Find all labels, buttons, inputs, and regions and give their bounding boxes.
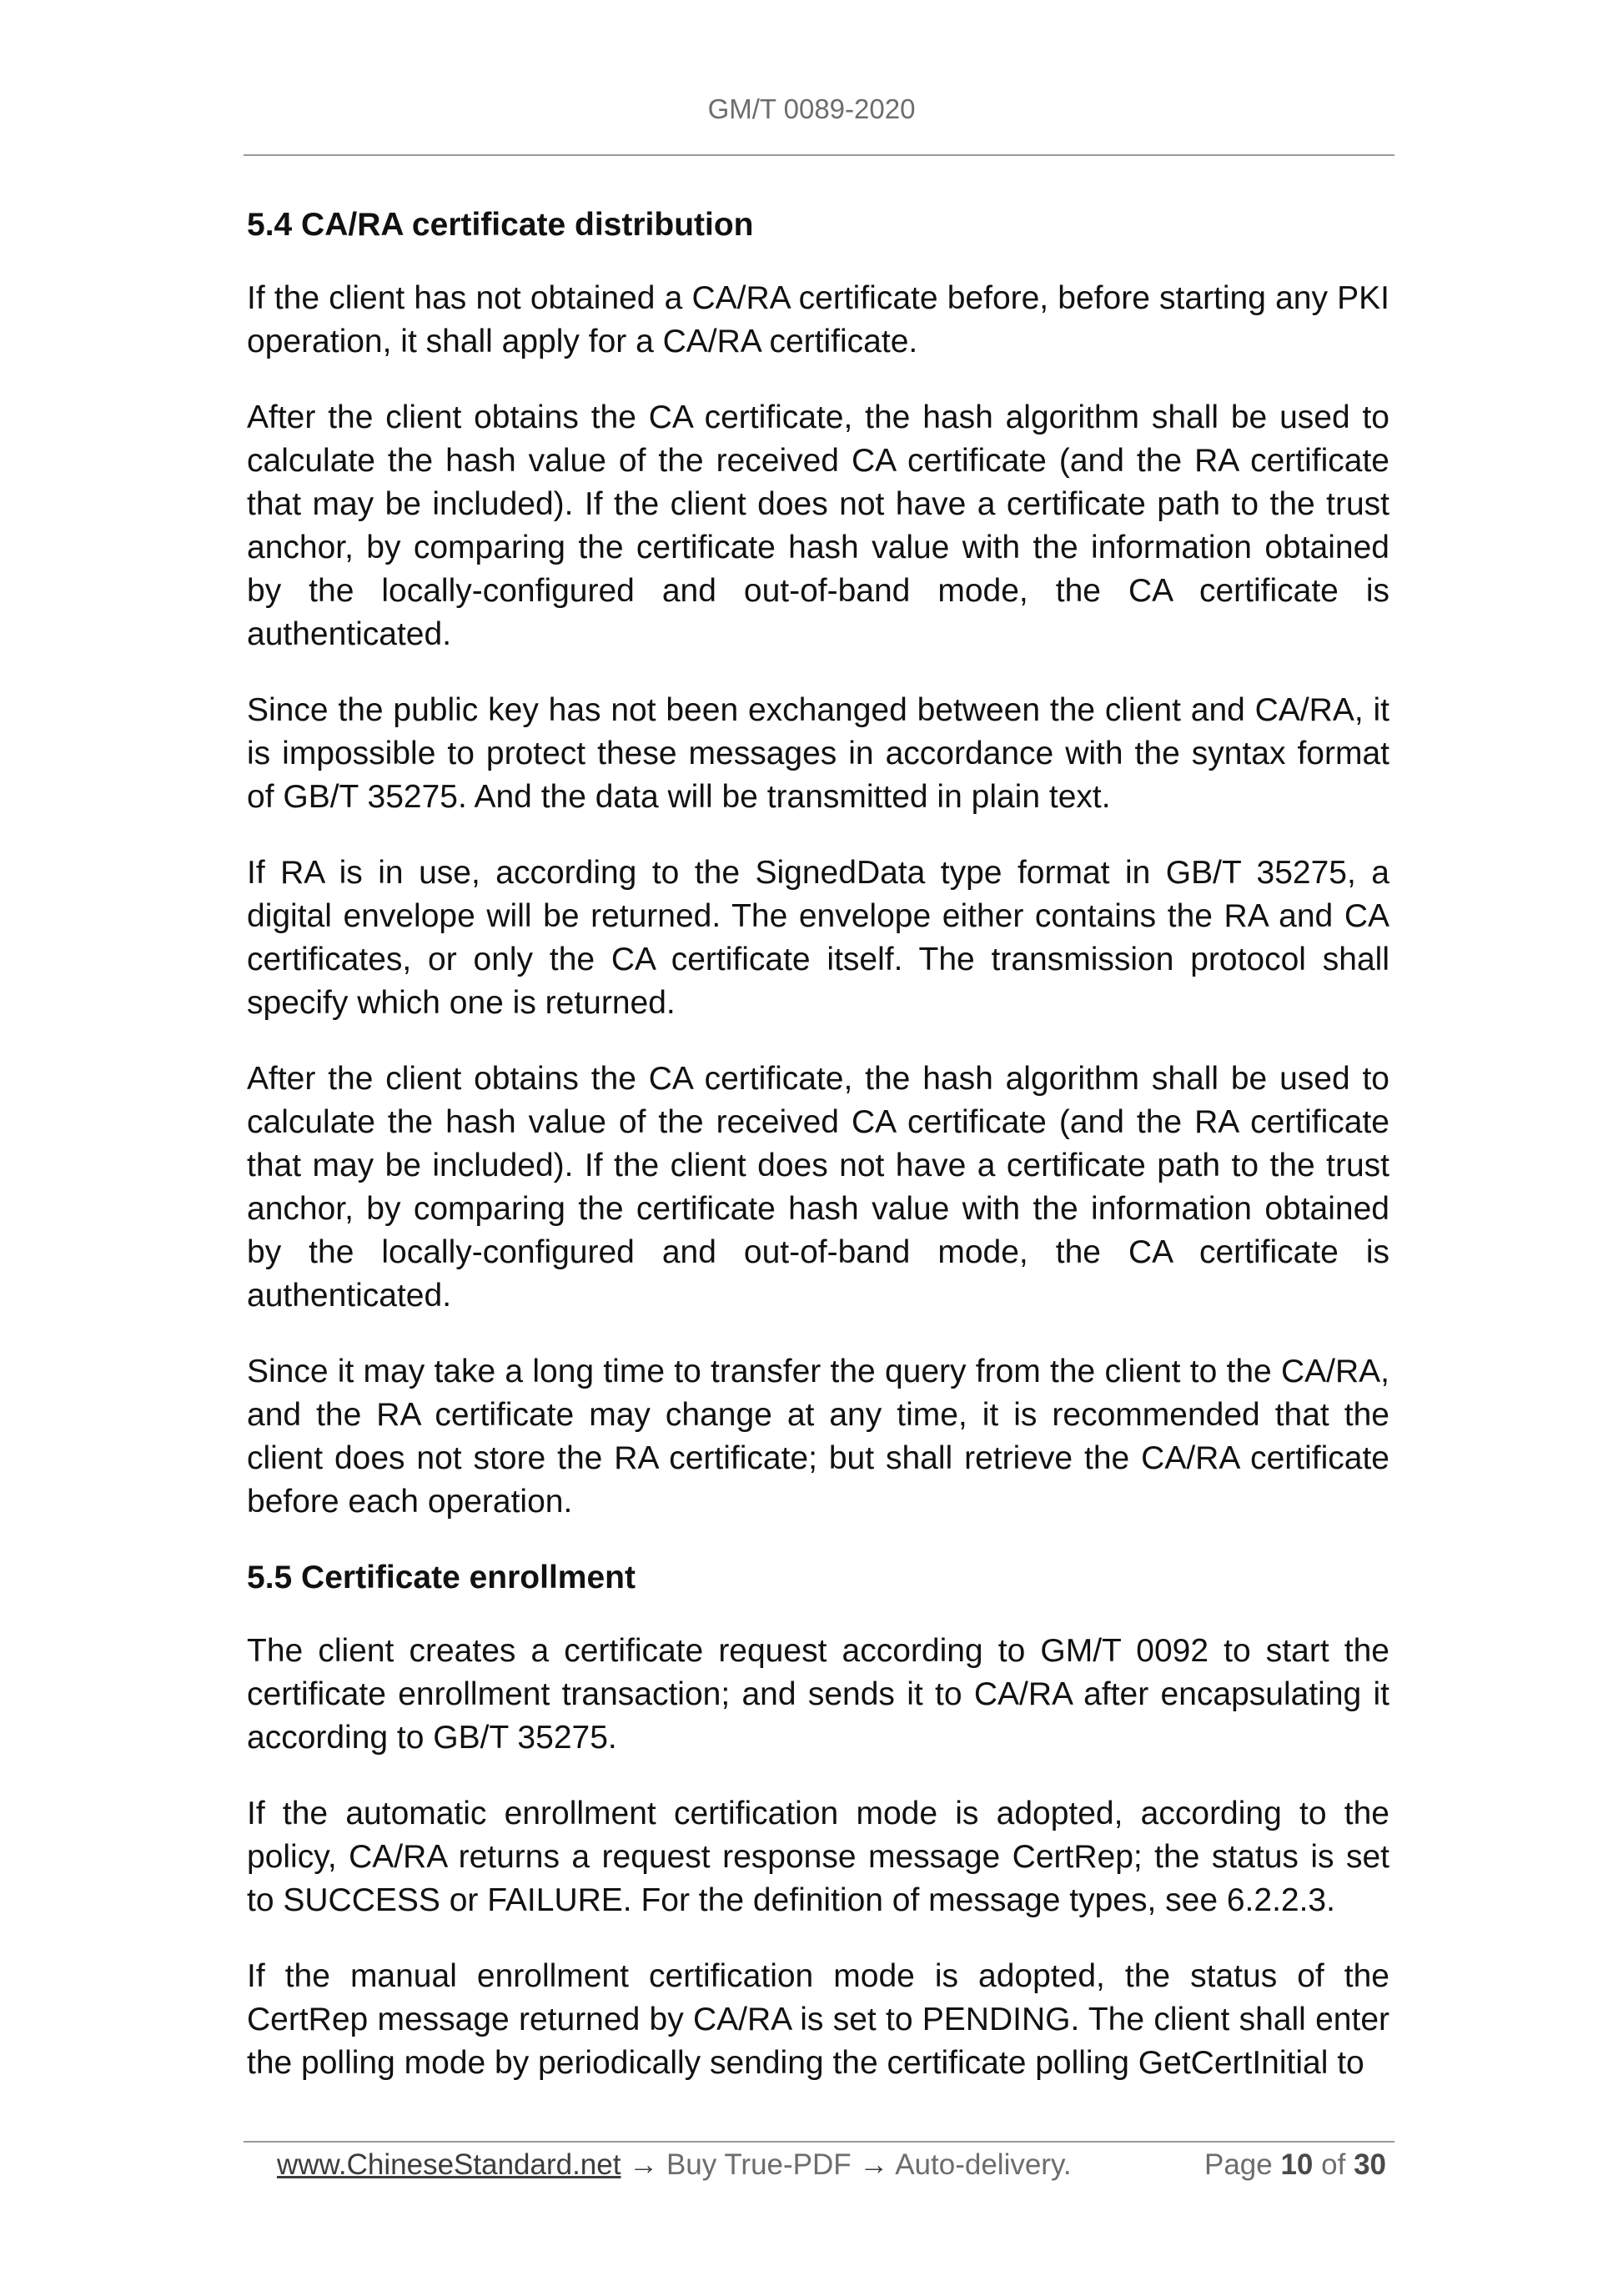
total-pages-number: 30 [1354,2148,1386,2181]
auto-delivery-text: Auto-delivery. [895,2148,1072,2181]
header-divider [244,154,1394,156]
chinesestandard-link[interactable]: www.ChineseStandard.net [277,2148,621,2181]
page-label: Page [1203,2148,1273,2181]
arrow-right-icon: → [859,2148,889,2181]
arrow-right-icon: → [629,2148,659,2181]
page-footer [277,2143,1386,2187]
paragraph: If the manual enrollment certification mode is adopted, the status of the CertRep message returned by CA/RA is set to PENDING. The client shall enter the polling mode by periodically sending the certificate polling GetCertInitial to [247,1958,1389,2081]
paragraph: If the client has not obtained a CA/RA certificate before, before starting any PKI operation, it shall apply for a CA/RA certificate. [247,280,1389,359]
paragraph: Since it may take a long time to transfer the query from the client to the CA/RA, and the RA certificate may change at any time, it is recommended that the client does not store the RA certificate; but shall retrieve the CA/RA certificate before each operation. [247,1354,1389,1520]
paragraph: Since the public key has not been exchanged between the client and CA/RA, it is impossible to protect these messages in accordance with the syntax format of GB/T 35275. And the data will be transmitted in plain text. [247,692,1389,815]
footer-promo [277,2143,1072,2187]
page-header-doc-id: GM/T 0089-2020 [707,93,916,124]
page-counter [1204,2143,1386,2187]
section-heading-5-4: 5.4 CA/RA certificate distribution [247,207,754,243]
page-body [247,203,1389,2085]
paragraph: If RA is in use, according to the SignedData type format in GB/T 35275, a digital envelope will be returned. The envelope either contains the RA and CA certificates, or only the CA certificate itself. The transmission protocol shall specify which one is returned. [247,855,1389,1021]
footer-divider [244,2141,1394,2143]
paragraph: The client creates a certificate request according to GM/T 0092 to start the certificate enrollment transaction; and sends it to CA/RA after encapsulating it according to GB/T 35275. [247,1633,1389,1756]
paragraph: After the client obtains the CA certificate, the hash algorithm shall be used to calculate the hash value of the received CA certificate (and the RA certificate that may be included). If the client does not have a certificate path to the trust anchor, by comparing the certificate hash value with the information obtained by the locally-configured and out-of-band mode, the CA certificate is authenticated. [247,399,1389,652]
paragraph: After the client obtains the CA certificate, the hash algorithm shall be used to calculate the hash value of the received CA certificate (and the RA certificate that may be included). If the client does not have a certificate path to the trust anchor, by comparing the certificate hash value with the information obtained by the locally-configured and out-of-band mode, the CA certificate is authenticated. [247,1061,1389,1314]
paragraph: If the automatic enrollment certification mode is adopted, according to the policy, CA/RA returns a request response message CertRep; the status is set to SUCCESS or FAILURE. For the definition of message types, see 6.2.2.3. [247,1796,1389,1918]
current-page-number: 10 [1280,2148,1314,2181]
buy-true-pdf-text: Buy True-PDF [666,2148,852,2181]
section-heading-5-5: 5.5 Certificate enrollment [247,1560,636,1595]
of-label: of [1321,2148,1346,2181]
